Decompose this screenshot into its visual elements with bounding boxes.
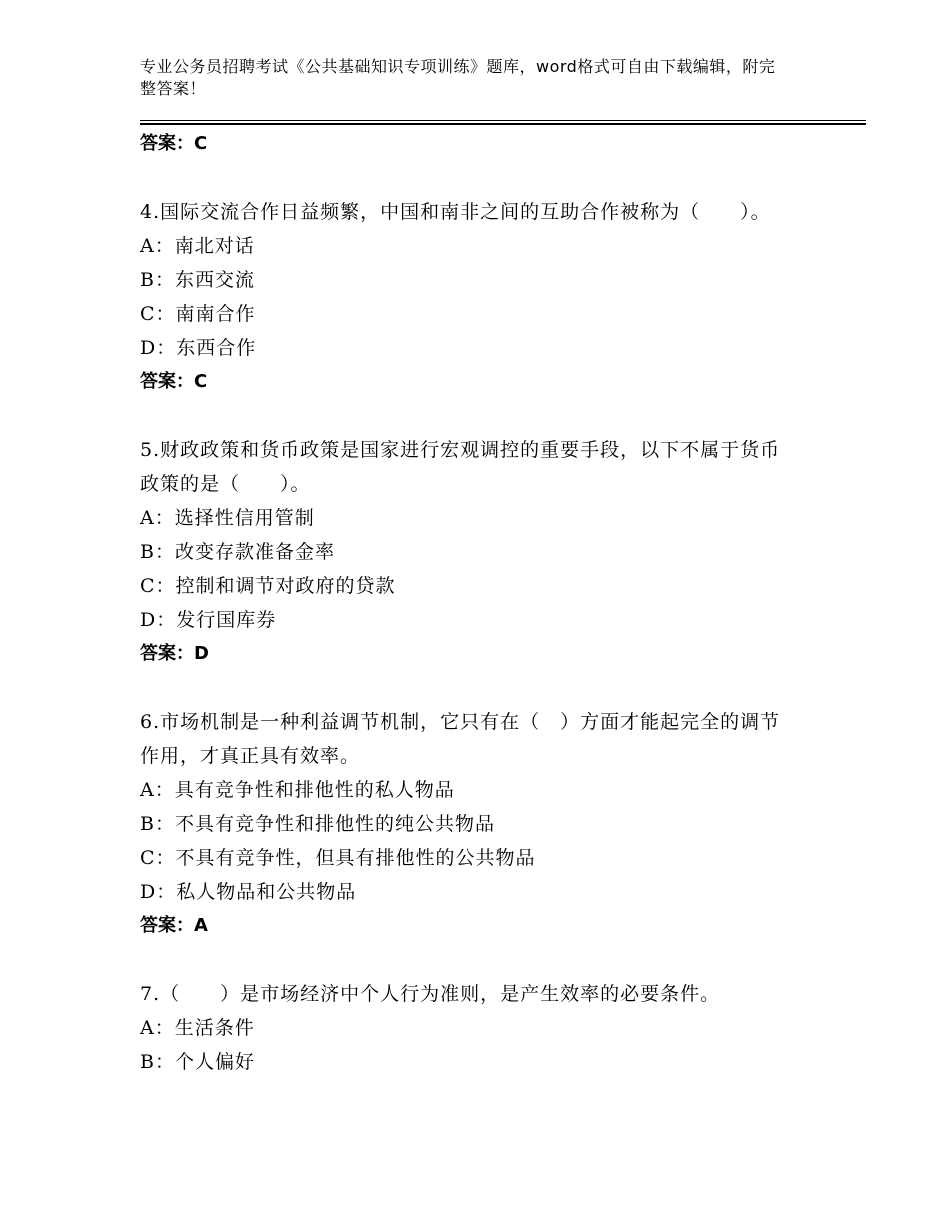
option-d: D：私人物品和公共物品 xyxy=(140,881,357,903)
option-b: B：改变存款准备金率 xyxy=(140,541,335,563)
option-c: C：南南合作 xyxy=(140,303,256,325)
option-b: B：东西交流 xyxy=(140,269,255,291)
question-stem: 4.国际交流合作日益频繁，中国和南非之间的互助合作被称为（ ）。 xyxy=(140,201,771,223)
header-text: 专业公务员招聘考试《公共基础知识专项训练》题库，word格式可自由下载编辑，附完整答案！ xyxy=(140,57,776,98)
option-b: B：个人偏好 xyxy=(140,1051,255,1073)
option-a: A：选择性信用管制 xyxy=(140,507,315,529)
question-stem: 6.市场机制是一种利益调节机制，它只有在（ ）方面才能起完全的调节作用，才真正具有效率。 xyxy=(140,711,781,767)
answer-line: 答案：C xyxy=(140,371,208,392)
option-a: A：具有竞争性和排他性的私人物品 xyxy=(140,779,455,801)
question-stem: 7.（ ）是市场经济中个人行为准则，是产生效率的必要条件。 xyxy=(140,983,721,1005)
document-body xyxy=(140,127,800,1079)
option-b: B：不具有竞争性和排他性的纯公共物品 xyxy=(140,813,495,835)
option-d: D：东西合作 xyxy=(140,337,257,359)
header-rule-thin xyxy=(140,120,866,121)
question-block xyxy=(140,705,800,943)
answer-line: 答案：C xyxy=(140,133,208,154)
option-c: C：控制和调节对政府的贷款 xyxy=(140,575,396,597)
option-d: D：发行国库券 xyxy=(140,609,277,631)
question-block xyxy=(140,195,800,399)
option-c: C：不具有竞争性，但具有排他性的公共物品 xyxy=(140,847,536,869)
document-header xyxy=(140,56,790,100)
question-stem: 5.财政政策和货币政策是国家进行宏观调控的重要手段，以下不属于货币政策的是（ ）。 xyxy=(140,439,781,495)
question-block xyxy=(140,977,800,1079)
question-block xyxy=(140,433,800,671)
header-rule-thick xyxy=(140,123,866,125)
option-a: A：生活条件 xyxy=(140,1017,255,1039)
answer-line: 答案：D xyxy=(140,643,209,664)
answer-line: 答案：A xyxy=(140,915,208,936)
option-a: A：南北对话 xyxy=(140,235,255,257)
